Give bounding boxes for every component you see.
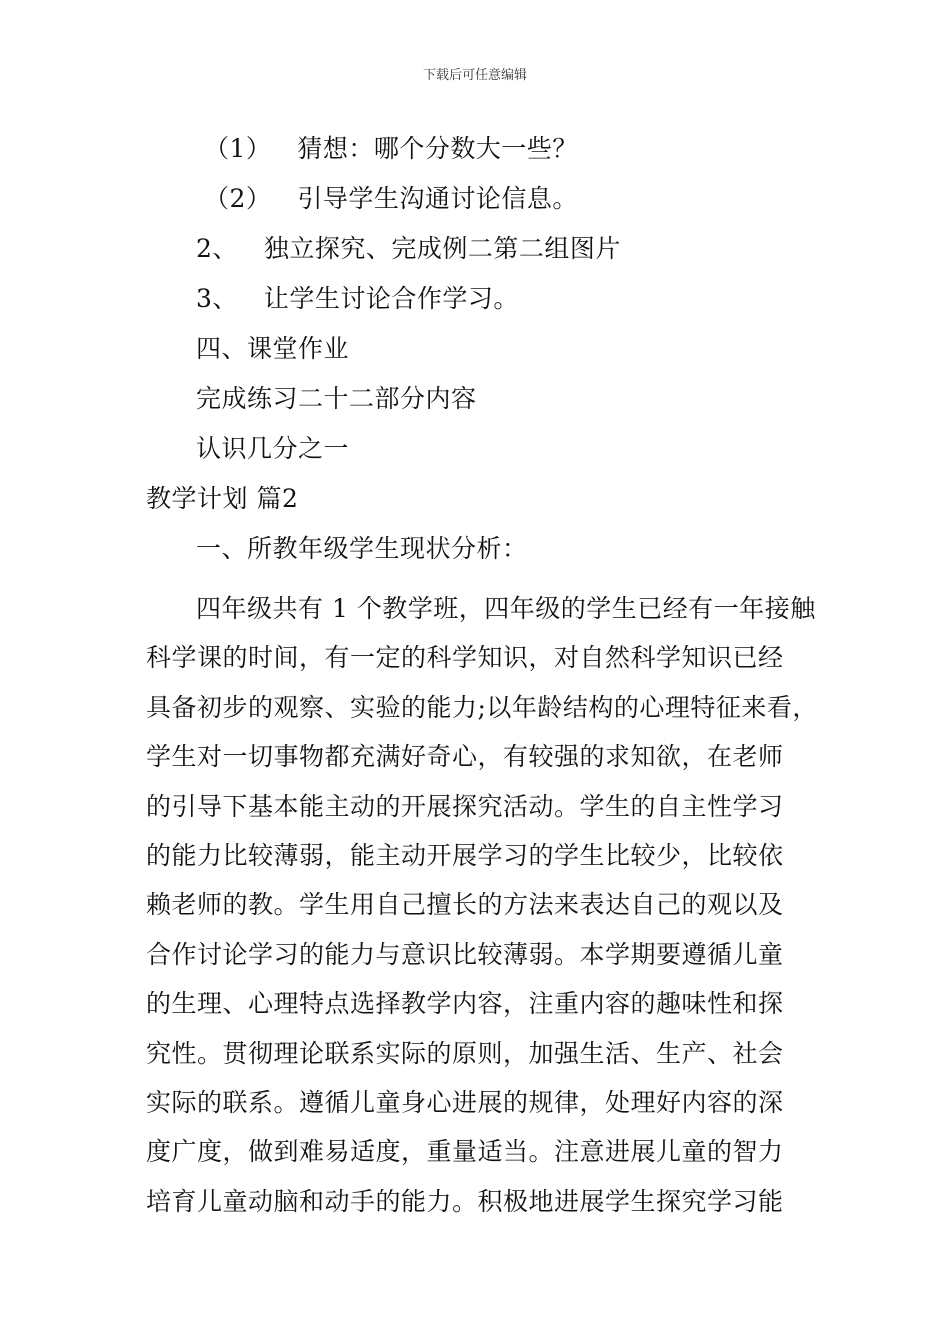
guide-number: （2） — [204, 184, 272, 213]
paragraph-line: 的生理、心理特点选择教学内容，注重内容的趣味性和探 — [146, 989, 784, 1019]
guess-line — [204, 134, 578, 164]
homework-text: 完成练习二十二部分内容 — [196, 384, 477, 413]
guide-line — [204, 184, 578, 214]
plan-heading: 教学计划 篇2 — [146, 484, 299, 513]
paragraph-line: 的引导下基本能主动的开展探究活动。学生的自主性学习 — [146, 791, 784, 821]
paragraph-line: 赖老师的教。学生用自己擅长的方法来表达自己的观以及 — [146, 890, 784, 920]
header-note: 下载后可任意编辑 — [422, 68, 527, 83]
paragraph-line: 的能力比较薄弱，能主动开展学习的学生比较少，比较依 — [146, 841, 784, 871]
paragraph-line: 度广度，做到难易适度，重量适当。注意进展儿童的智力 — [146, 1137, 784, 1167]
paragraph-line: 合作讨论学习的能力与意识比较薄弱。本学期要遵循儿童 — [146, 939, 784, 969]
paragraph-line: 培育儿童动脑和动手的能力。积极地进展学生探究学习能 — [146, 1186, 784, 1216]
paragraph-line: 学生对一切事物都充满好奇心，有较强的求知欲，在老师 — [146, 742, 784, 772]
guess-number: （1） — [204, 134, 272, 163]
guess-text: 猜想：哪个分数大一些？ — [297, 134, 578, 163]
step3-text: 让学生讨论合作学习。 — [263, 284, 519, 313]
analysis-paragraph — [146, 584, 818, 1226]
analysis-heading: 一、所教年级学生现状分析： — [196, 534, 528, 563]
step3-line — [196, 284, 519, 314]
step2-line — [196, 234, 621, 264]
paragraph-line: 实际的联系。遵循儿童身心进展的规律，处理好内容的深 — [146, 1088, 784, 1118]
step3-number: 3、 — [196, 284, 238, 313]
paragraph-line: 究性。贯彻理论联系实际的原则，加强生活、生产、社会 — [146, 1038, 784, 1068]
lesson-title: 认识几分之一 — [196, 434, 350, 463]
section-heading-homework: 四、课堂作业 — [196, 334, 350, 363]
guide-text: 引导学生沟通讨论信息。 — [297, 184, 578, 213]
paragraph-line: 具备初步的观察、实验的能力;以年龄结构的心理特征来看， — [146, 692, 818, 722]
paragraph-line: 科学课的时间，有一定的科学知识，对自然科学知识已经 — [146, 643, 784, 673]
step2-text: 独立探究、完成例二第二组图片 — [263, 234, 621, 263]
step2-number: 2、 — [196, 234, 238, 263]
paragraph-line: 四年级共有 1 个教学班，四年级的学生已经有一年接触 — [196, 594, 816, 623]
